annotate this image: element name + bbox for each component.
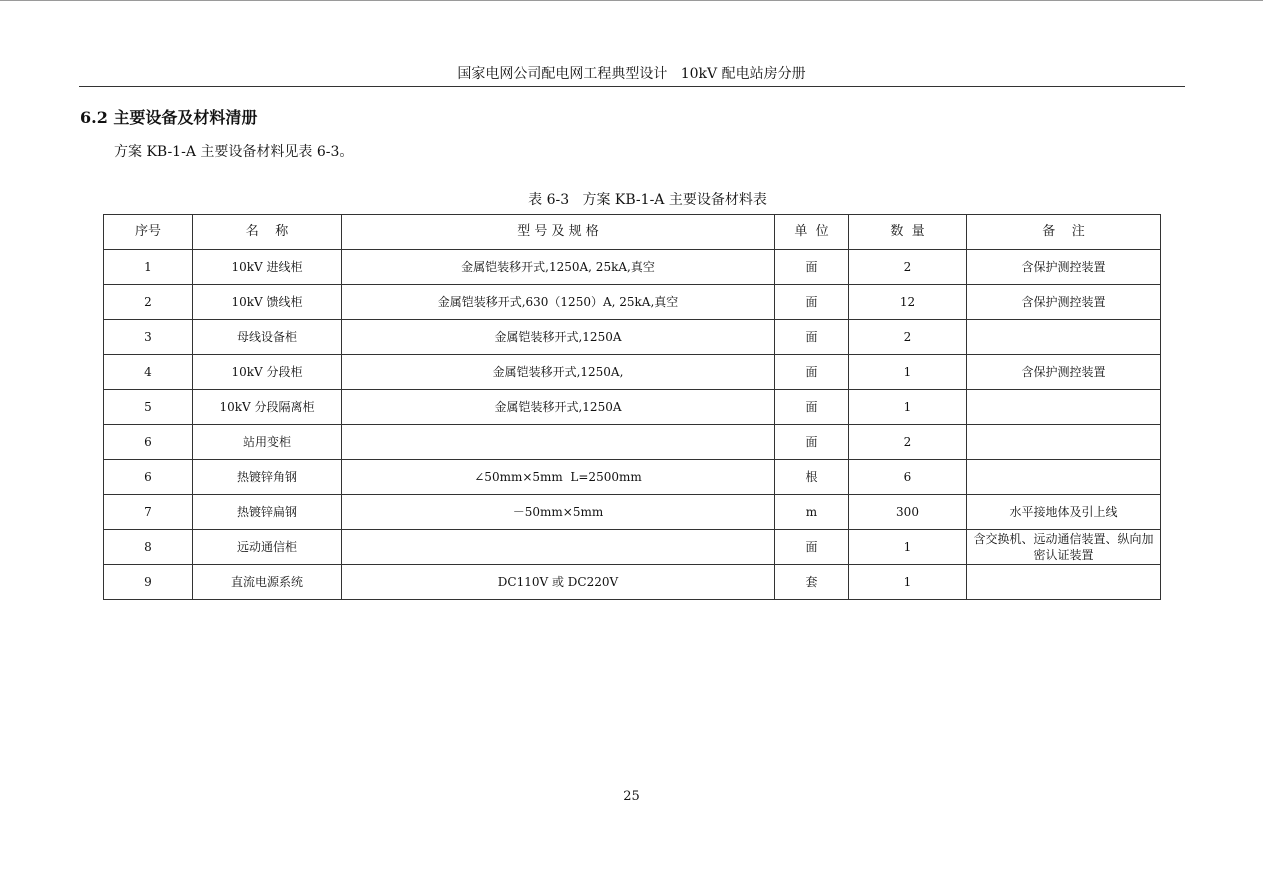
table-row xyxy=(104,530,1161,565)
cell-unit: 面 xyxy=(775,390,849,425)
cell-spec: 金属铠装移开式,1250A xyxy=(342,390,775,425)
equipment-table xyxy=(103,214,1161,600)
cell-unit: 面 xyxy=(775,425,849,460)
table-row xyxy=(104,495,1161,530)
cell-name: 热镀锌角钢 xyxy=(193,460,342,495)
cell-qty: 2 xyxy=(849,320,967,355)
cell-qty: 2 xyxy=(849,250,967,285)
section-heading: 6.2 主要设备及材料清册 xyxy=(80,108,258,127)
cell-name: 10kV 分段隔离柜 xyxy=(193,390,342,425)
cell-unit: 面 xyxy=(775,285,849,320)
col-header-note: 备 注 xyxy=(967,215,1161,250)
cell-note: 水平接地体及引上线 xyxy=(967,495,1161,530)
cell-note: 含交换机、远动通信装置、纵向加密认证装置 xyxy=(967,530,1161,565)
cell-no: 6 xyxy=(104,460,193,495)
cell-name: 远动通信柜 xyxy=(193,530,342,565)
cell-no: 8 xyxy=(104,530,193,565)
table-row xyxy=(104,320,1161,355)
top-border-line xyxy=(0,0,1263,1)
col-header-qty: 数 量 xyxy=(849,215,967,250)
cell-unit: 面 xyxy=(775,250,849,285)
col-header-no: 序号 xyxy=(104,215,193,250)
running-header: 国家电网公司配电网工程典型设计 10kV 配电站房分册 xyxy=(457,66,806,82)
cell-qty: 1 xyxy=(849,565,967,600)
cell-qty: 6 xyxy=(849,460,967,495)
cell-spec xyxy=(342,530,775,565)
cell-qty: 300 xyxy=(849,495,967,530)
table-row xyxy=(104,285,1161,320)
cell-qty: 1 xyxy=(849,355,967,390)
header-rule xyxy=(79,86,1185,87)
cell-unit: 根 xyxy=(775,460,849,495)
cell-no: 1 xyxy=(104,250,193,285)
cell-note: 含保护测控装置 xyxy=(967,355,1161,390)
cell-spec: ∠50mm×5mm L=2500mm xyxy=(342,460,775,495)
cell-qty: 1 xyxy=(849,390,967,425)
cell-name: 10kV 进线柜 xyxy=(193,250,342,285)
cell-spec: 金属铠装移开式,1250A, 25kA,真空 xyxy=(342,250,775,285)
table-row xyxy=(104,565,1161,600)
cell-spec: 金属铠装移开式,1250A, xyxy=(342,355,775,390)
col-header-unit: 单 位 xyxy=(775,215,849,250)
cell-unit: 面 xyxy=(775,355,849,390)
cell-note xyxy=(967,320,1161,355)
cell-unit: m xyxy=(775,495,849,530)
cell-note xyxy=(967,460,1161,495)
cell-spec xyxy=(342,425,775,460)
cell-no: 9 xyxy=(104,565,193,600)
page-number: 25 xyxy=(623,789,640,804)
cell-qty: 1 xyxy=(849,530,967,565)
cell-note: 含保护测控装置 xyxy=(967,250,1161,285)
cell-note xyxy=(967,565,1161,600)
table-row xyxy=(104,425,1161,460)
cell-no: 6 xyxy=(104,425,193,460)
table-header-row xyxy=(104,215,1161,250)
table-caption: 表 6-3 方案 KB-1-A 主要设备材料表 xyxy=(528,192,767,208)
cell-no: 7 xyxy=(104,495,193,530)
cell-name: 10kV 分段柜 xyxy=(193,355,342,390)
cell-note: 含保护测控装置 xyxy=(967,285,1161,320)
cell-qty: 12 xyxy=(849,285,967,320)
cell-unit: 面 xyxy=(775,530,849,565)
cell-name: 母线设备柜 xyxy=(193,320,342,355)
table-row xyxy=(104,390,1161,425)
cell-qty: 2 xyxy=(849,425,967,460)
cell-spec: －50mm×5mm xyxy=(342,495,775,530)
cell-spec: 金属铠装移开式,630（1250）A, 25kA,真空 xyxy=(342,285,775,320)
cell-name: 站用变柜 xyxy=(193,425,342,460)
cell-note xyxy=(967,390,1161,425)
cell-name: 10kV 馈线柜 xyxy=(193,285,342,320)
cell-spec: DC110V 或 DC220V xyxy=(342,565,775,600)
intro-paragraph: 方案 KB-1-A 主要设备材料见表 6-3。 xyxy=(114,144,354,160)
cell-name: 直流电源系统 xyxy=(193,565,342,600)
cell-no: 3 xyxy=(104,320,193,355)
table-row xyxy=(104,355,1161,390)
cell-unit: 套 xyxy=(775,565,849,600)
cell-no: 5 xyxy=(104,390,193,425)
cell-name: 热镀锌扁钢 xyxy=(193,495,342,530)
cell-no: 2 xyxy=(104,285,193,320)
cell-no: 4 xyxy=(104,355,193,390)
col-header-spec: 型 号 及 规 格 xyxy=(342,215,775,250)
table-row xyxy=(104,250,1161,285)
table-row xyxy=(104,460,1161,495)
cell-note xyxy=(967,425,1161,460)
col-header-name: 名 称 xyxy=(193,215,342,250)
cell-unit: 面 xyxy=(775,320,849,355)
cell-spec: 金属铠装移开式,1250A xyxy=(342,320,775,355)
